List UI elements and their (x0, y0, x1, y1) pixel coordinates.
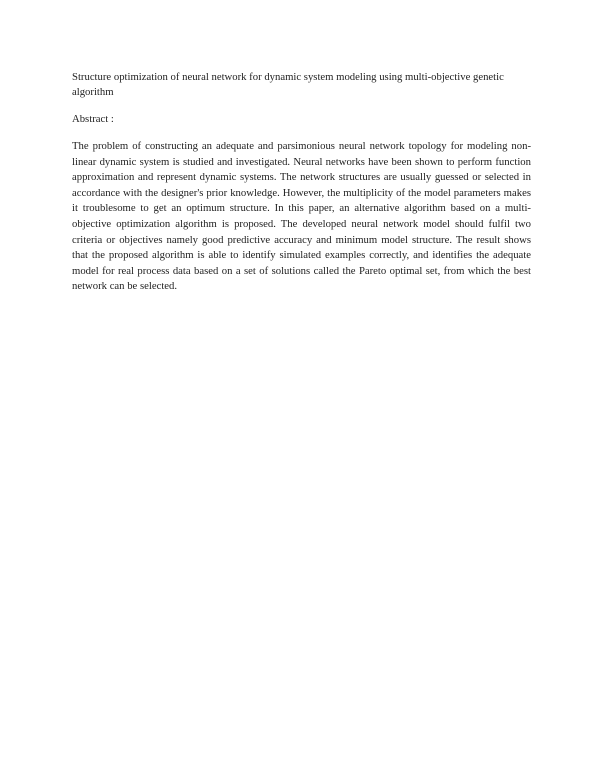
document-content (72, 70, 531, 295)
abstract-heading: Abstract : (72, 113, 114, 125)
abstract-paragraph: The problem of constructing an adequate and parsimonious neural network topology for modeling non-linear dynamic system is studied and investigated. Neural networks have been shown to perform function approximation and represent dynamic systems. The network structures are usually guessed or selected in accordance with the designer's prior knowledge. However, the multiplicity of the model parameters makes it troublesome to get an optimum structure. In this paper, an alternative algorithm based on a multi-objective optimization algorithm is proposed. The developed neural network model should fulfil two criteria or objectives namely good predictive accuracy and minimum model structure. The result shows that the proposed algorithm is able to identify simulated examples correctly, and identifies the adequate model for real process data based on a set of solutions called the Pareto optimal set, from which the best network can be selected. (72, 140, 531, 293)
paper-title: Structure optimization of neural network for dynamic system modeling using multi-objective genetic algorithm (72, 71, 504, 98)
